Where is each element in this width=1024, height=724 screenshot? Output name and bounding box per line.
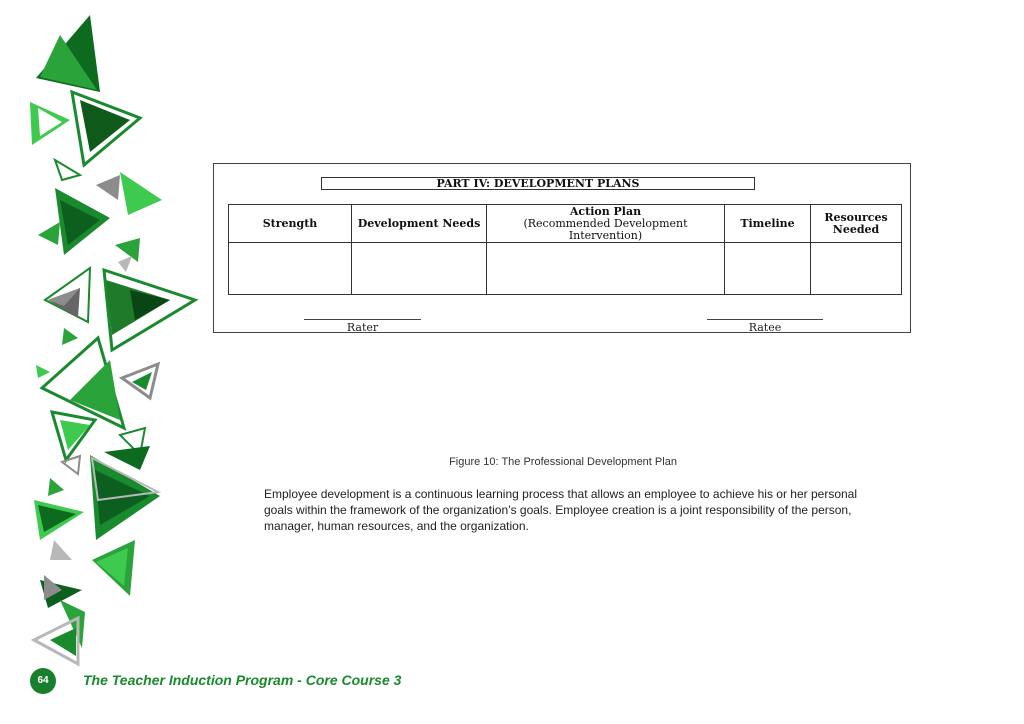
column-header-timeline: Timeline <box>725 205 811 243</box>
column-header-action-plan: Action Plan (Recommended Development Intervention) <box>487 205 725 243</box>
column-subheader-action-plan: (Recommended Development Intervention) <box>523 216 688 242</box>
table-header-row <box>229 205 902 243</box>
table-row <box>229 243 902 295</box>
page-number-badge: 64 <box>30 668 56 694</box>
triangle-pattern <box>30 15 195 664</box>
column-header-resources-needed: Resources Needed <box>811 205 902 243</box>
ratee-signature-line <box>707 319 823 320</box>
figure-caption: Figure 10: The Professional Development Plan <box>449 456 677 468</box>
column-header-development-needs: Development Needs <box>352 205 487 243</box>
decorative-triangles-border <box>0 0 200 724</box>
footer-title: The Teacher Induction Program - Core Course 3 <box>83 672 402 688</box>
rater-signature-line <box>304 319 421 320</box>
development-plan-form <box>213 163 911 333</box>
cell-action-plan <box>487 243 725 295</box>
form-part-title: PART IV: DEVELOPMENT PLANS <box>321 177 755 190</box>
column-header-strength: Strength <box>229 205 352 243</box>
rater-label: Rater <box>346 321 379 334</box>
cell-timeline <box>725 243 811 295</box>
ratee-label: Ratee <box>748 321 782 334</box>
cell-strength <box>229 243 352 295</box>
cell-development-needs <box>352 243 487 295</box>
body-paragraph: Employee development is a continuous learning process that allows an employee to achieve his or her personal goals within the framework of the organization’s goals. Employee creation is a joint responsibility of the person, manager, human resources, and the organization. <box>264 487 858 533</box>
cell-resources-needed <box>811 243 902 295</box>
development-plan-table <box>228 204 902 295</box>
